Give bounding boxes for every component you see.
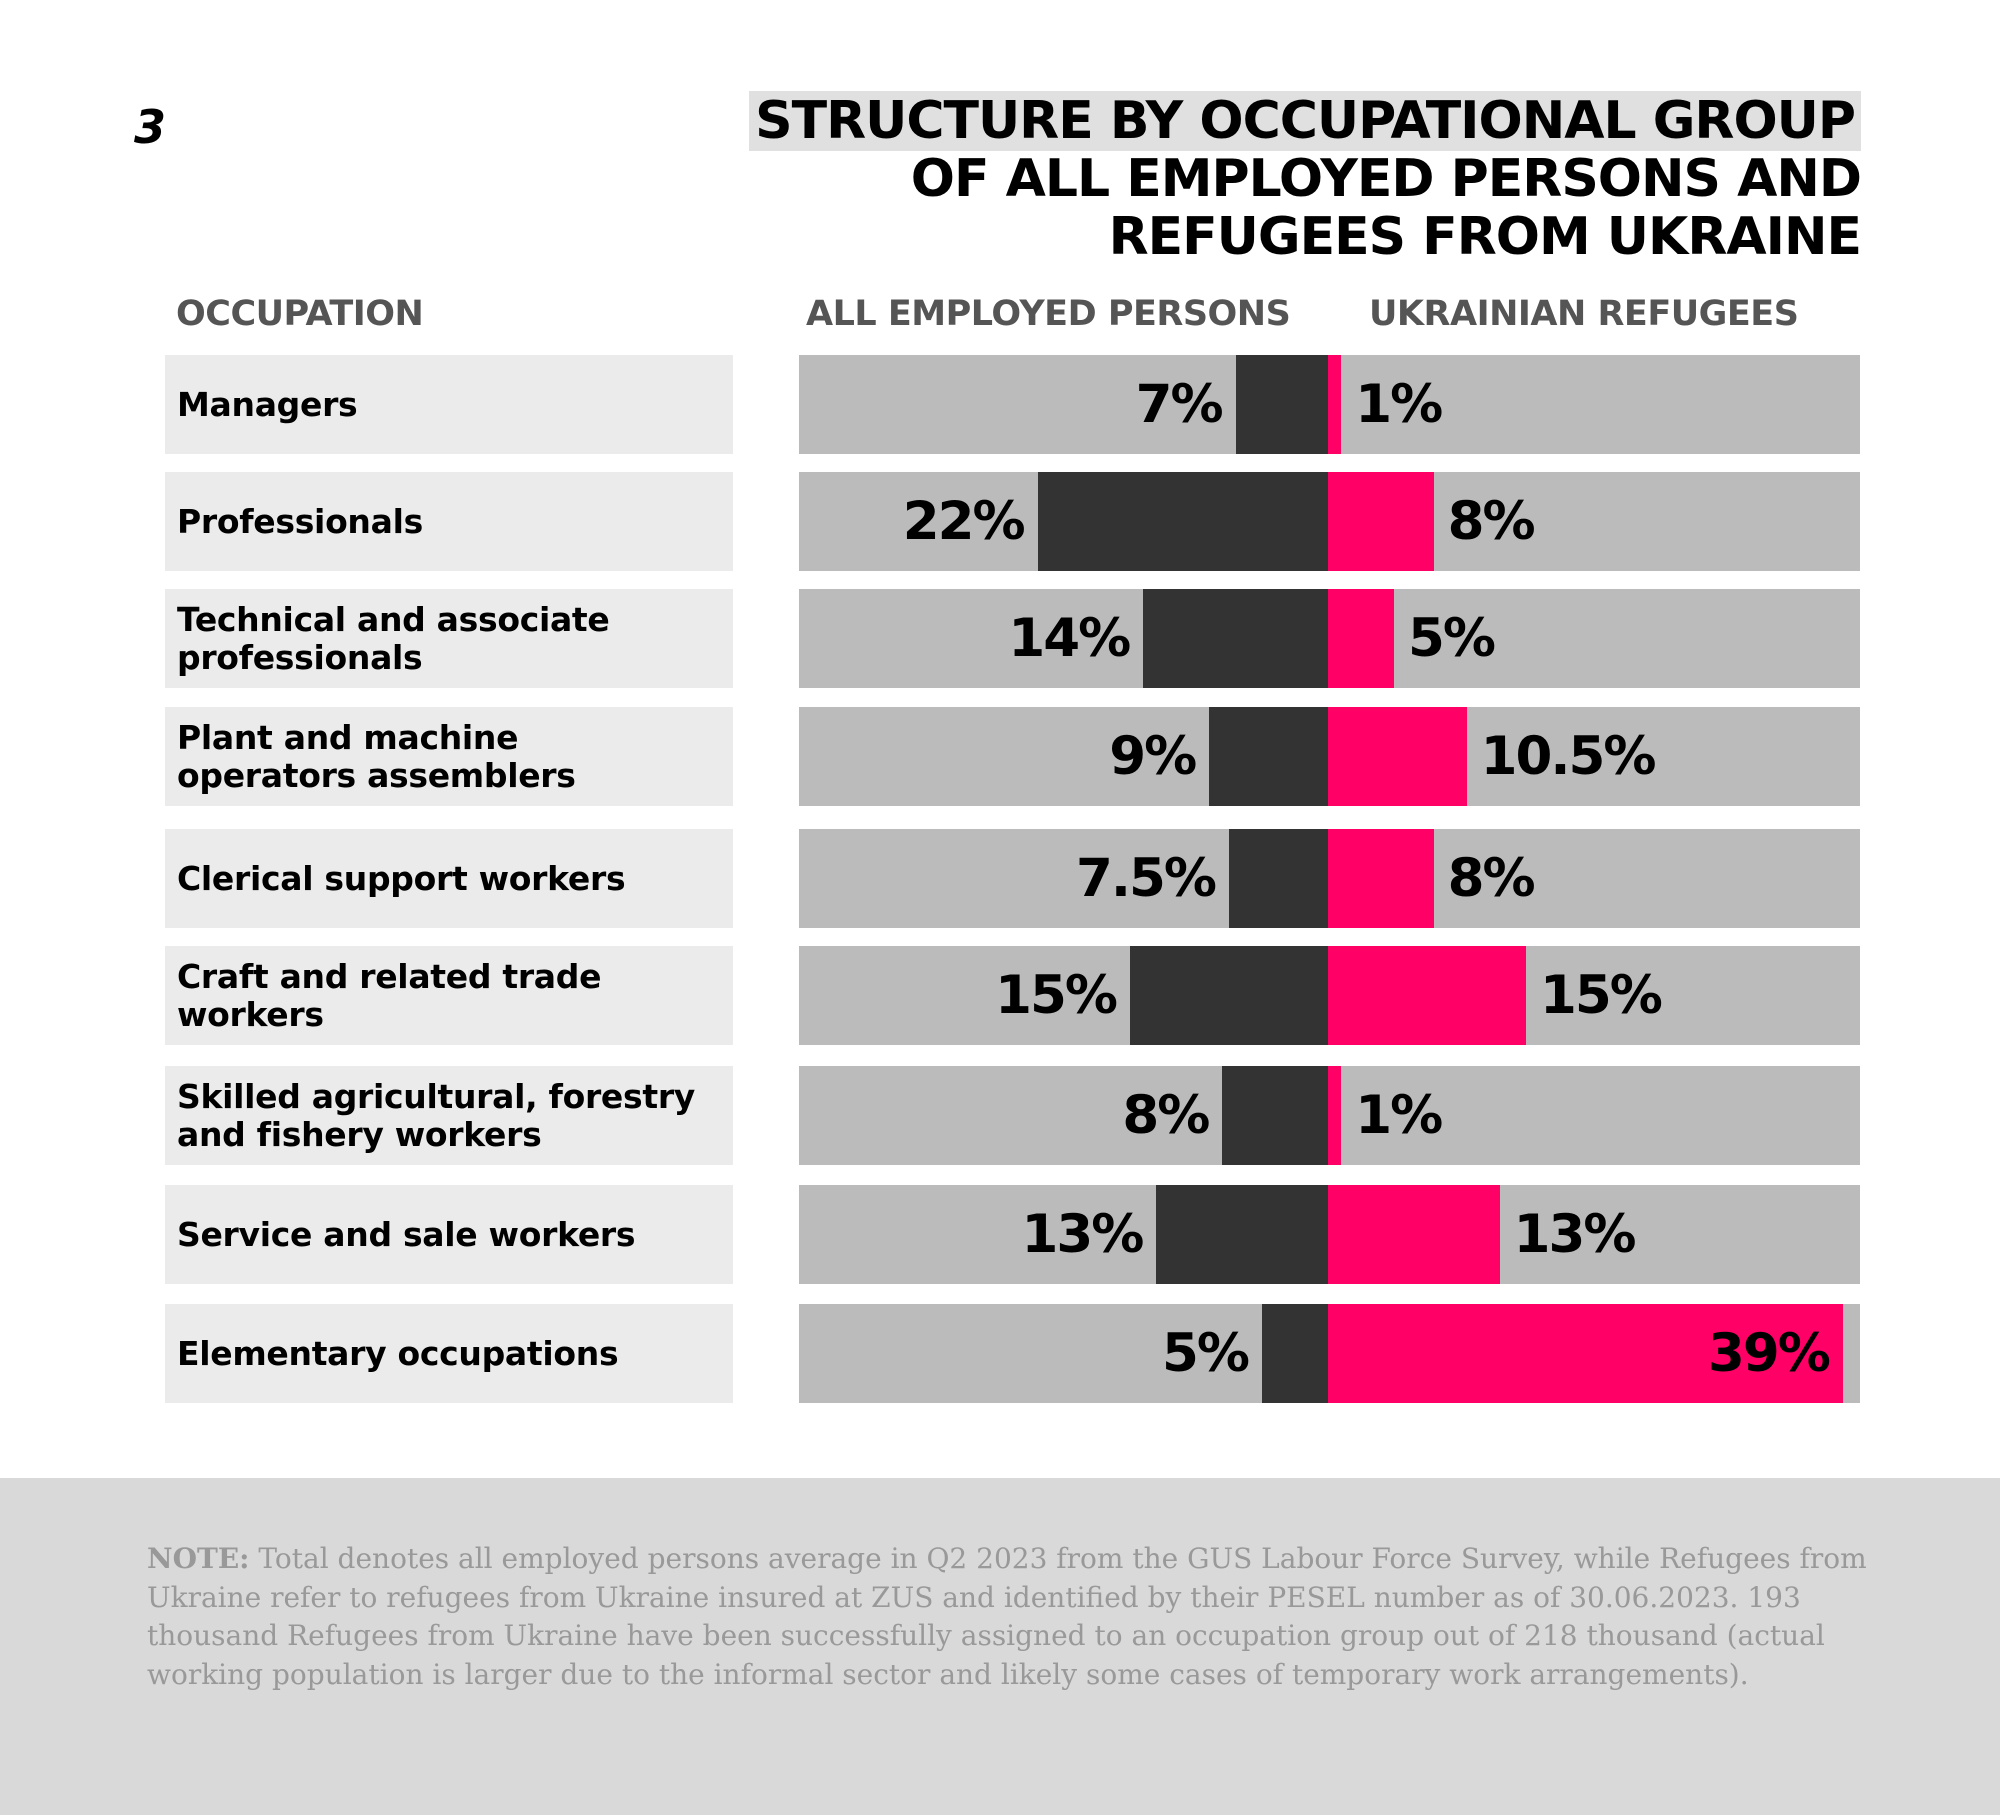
source-note [147, 1540, 1867, 1694]
refugees-value-label: 1% [1355, 374, 1442, 435]
refugees-bar [1328, 829, 1434, 928]
refugees-value-label: 8% [1447, 848, 1534, 909]
all-employed-value-label: 9% [1109, 726, 1196, 787]
refugees-value-label: 1% [1355, 1085, 1442, 1146]
category-label-box [165, 1066, 733, 1165]
title-line-1: STRUCTURE BY OCCUPATIONAL GROUP [561, 92, 1861, 150]
category-label-box [165, 1185, 733, 1284]
category-label-box [165, 946, 733, 1045]
category-label: Professionals [177, 501, 423, 541]
category-label-box [165, 707, 733, 806]
all-employed-bar [1156, 1185, 1328, 1284]
title-line-3: REFUGEES FROM UKRAINE [1108, 207, 1861, 267]
note-label: NOTE: [147, 1542, 250, 1575]
category-label: Technical and associate professionals [177, 599, 610, 677]
category-label-box [165, 355, 733, 454]
all-employed-value-label: 13% [1021, 1204, 1143, 1265]
refugees-value-label: 5% [1408, 608, 1494, 669]
refugees-bar [1328, 1185, 1500, 1284]
occupation-header: OCCUPATION [176, 294, 424, 334]
note-text: Total denotes all employed persons average in Q2 2023 from the GUS Labour Force Survey, while Refugees from Ukraine refer to refugees from Ukraine insured at ZUS and identified by their PESEL number as of 30.06.2023. 193 thousand Refugees from Ukraine have been successfully assigned to an occupation group out of 218 thousand (actual working population is larger due to the informal sector and likely some cases of temporary work arrangements). [147, 1542, 1867, 1691]
refugees-value-label: 15% [1540, 965, 1661, 1026]
refugees-bar [1328, 707, 1467, 806]
all-employed-value-label: 7% [1135, 374, 1222, 435]
category-label-box [165, 829, 733, 928]
all-employed-value-label: 15% [995, 965, 1116, 1026]
refugees-header: UKRAINIAN REFUGEES [1369, 294, 1799, 334]
category-label: Clerical support workers [177, 858, 626, 898]
all-employed-value-label: 8% [1122, 1085, 1209, 1146]
category-label: Service and sale workers [177, 1214, 636, 1254]
title-line-2: OF ALL EMPLOYED PERSONS AND [910, 149, 1861, 209]
chart-title [561, 92, 1861, 266]
refugees-value-label: 8% [1447, 491, 1534, 552]
category-label: Elementary occupations [177, 1333, 619, 1373]
refugees-bar [1328, 946, 1526, 1045]
all-employed-bar [1038, 472, 1328, 571]
category-label: Plant and machine operators assemblers [177, 717, 576, 795]
category-label: Managers [177, 384, 358, 424]
all-employed-bar [1130, 946, 1328, 1045]
all-employed-bar [1236, 355, 1328, 454]
all-employed-bar [1229, 829, 1328, 928]
refugees-bar [1328, 472, 1434, 571]
all-employed-value-label: 22% [902, 491, 1024, 552]
all-employed-value-label: 7.5% [1076, 848, 1215, 909]
category-label-box [165, 589, 733, 688]
refugees-bar [1328, 1066, 1341, 1165]
all-employed-bar [1222, 1066, 1328, 1165]
refugees-value-label: 10.5% [1480, 726, 1655, 787]
refugees-value-label: 39% [1707, 1323, 1829, 1384]
refugees-bar [1328, 589, 1394, 688]
all-employed-bar [1143, 589, 1328, 688]
category-label: Craft and related trade workers [177, 956, 602, 1034]
all-employed-bar [1262, 1304, 1328, 1403]
all-employed-value-label: 14% [1008, 608, 1130, 669]
category-label-box [165, 472, 733, 571]
all-employed-value-label: 5% [1162, 1323, 1248, 1384]
category-label-box [165, 1304, 733, 1403]
page-number: 3 [134, 100, 167, 154]
all-employed-bar [1209, 707, 1328, 806]
all-employed-header: ALL EMPLOYED PERSONS [806, 294, 1291, 334]
refugees-bar [1328, 355, 1341, 454]
category-label: Skilled agricultural, forestry and fishery workers [177, 1076, 696, 1154]
refugees-value-label: 13% [1513, 1204, 1635, 1265]
